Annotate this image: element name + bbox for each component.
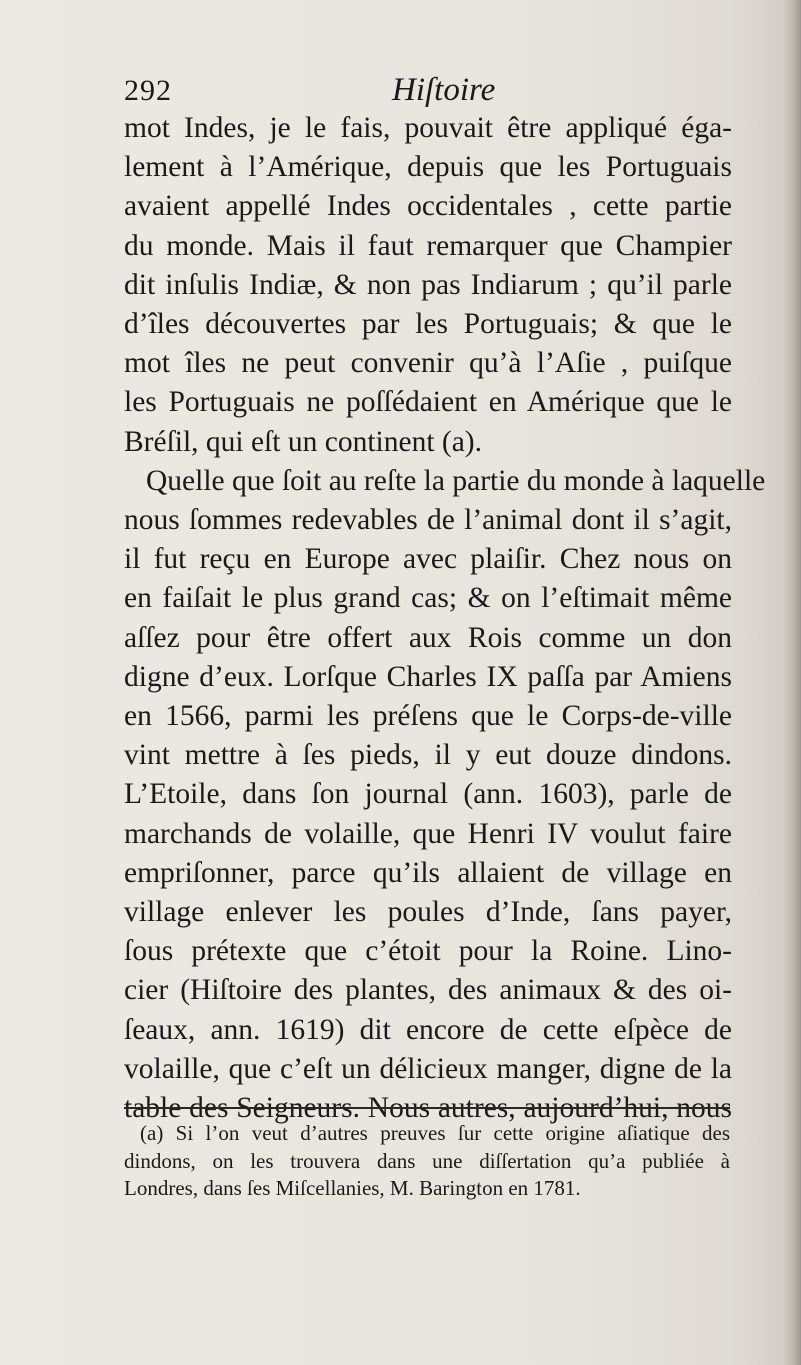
text-line: dit inſulis Indiæ, & non pas Indiarum ; qu’il parle — [124, 268, 732, 301]
body-text — [124, 109, 766, 1128]
text-line: marchands de volaille, que Henri IV voulut faire — [124, 817, 732, 850]
text-line: table des Seigneurs. Nous autres, aujourd’hui, nous — [124, 1092, 732, 1125]
text-line: d’îles découvertes par les Portuguais; & que le — [124, 308, 732, 341]
text-line: Bréſil, qui eſt un continent (a). — [124, 425, 483, 458]
footnote-line: Londres, dans ſes Miſcellanies, M. Barington en 1781. — [124, 1176, 581, 1200]
footnote-line: dindons, on les trouvera dans une diſſertation qu’a publiée à — [124, 1148, 730, 1173]
text-line: en 1566, parmi les préſens que le Corps-de-ville — [124, 700, 732, 733]
text-line: en faiſait le plus grand cas; & on l’eſtimait même — [124, 582, 732, 615]
text-line: volaille, que c’eſt un délicieux manger, digne de la — [124, 1052, 732, 1085]
text-line: digne d’eux. Lorſque Charles IX paſſa par Amiens — [124, 660, 732, 693]
text-line: empriſonner, parce qu’ils allaient de village en — [124, 856, 732, 889]
page-number: 292 — [124, 74, 172, 107]
footnote-line: (a) Si l’on veut d’autres preuves ſur cette origine aſiatique des — [140, 1121, 730, 1145]
text-line: avaient appellé Indes occidentales , cette partie — [124, 190, 732, 223]
text-line: les Portuguais ne poſſédaient en Amérique que le — [124, 386, 732, 419]
text-line: ſeaux, ann. 1619) dit encore de cette eſpèce de — [124, 1013, 732, 1046]
text-line: village enlever les poules d’Inde, ſans payer, — [124, 896, 732, 929]
text-line: mot îles ne peut convenir qu’à l’Aſie , puiſque — [124, 347, 732, 380]
running-title: Hiſtoire — [392, 72, 496, 108]
footnote — [124, 1120, 730, 1203]
text-line: mot Indes, je le fais, pouvait être appliqué éga- — [124, 112, 732, 144]
text-line: aſſez pour être offert aux Rois comme un don — [124, 621, 732, 654]
text-line: il fut reçu en Europe avec plaiſir. Chez nous on — [124, 543, 732, 576]
text-line: nous ſommes redevables de l’animal dont il s’agit, — [124, 504, 732, 537]
text-line: vint mettre à ſes pieds, il y eut douze dindons. — [124, 739, 732, 772]
page-edge-shadow — [783, 0, 801, 1365]
text-line: cier (Hiſtoire des plantes, des animaux & des oi- — [124, 974, 732, 1007]
text-line: Quelle que ſoit au reſte la partie du monde à laquelle — [146, 464, 766, 497]
text-line: ſous prétexte que c’étoit pour la Roine. Lino- — [124, 935, 732, 968]
text-line: lement à l’Amérique, depuis que les Portuguais — [124, 151, 732, 184]
text-line: L’Etoile, dans ſon journal (ann. 1603), parle de — [124, 778, 732, 811]
text-line: du monde. Mais il faut remarquer que Champier — [124, 229, 732, 262]
footnote-rule — [124, 1107, 730, 1109]
